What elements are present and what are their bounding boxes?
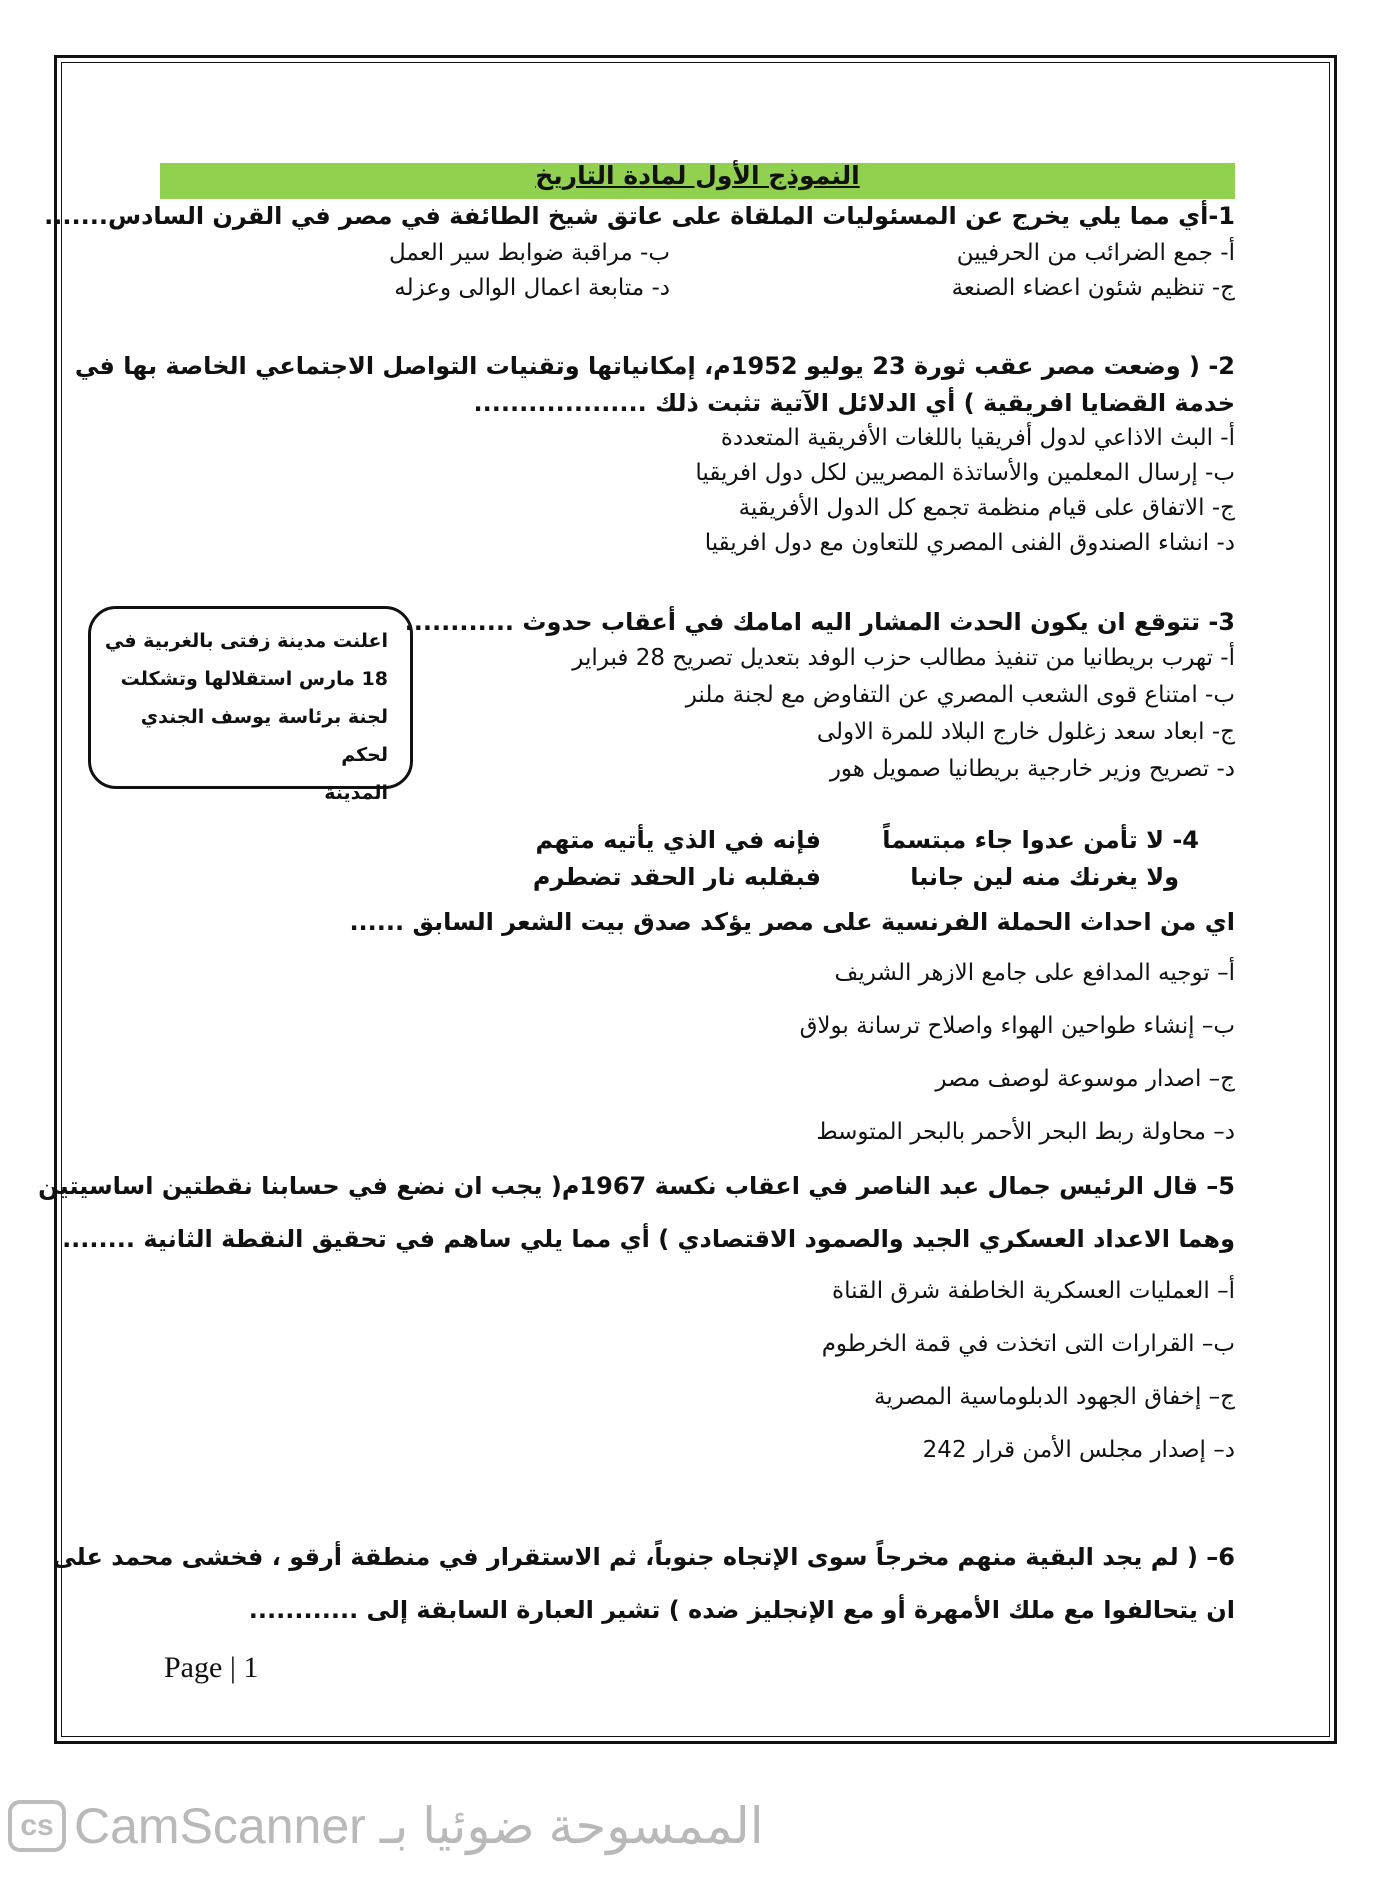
q5-option-d: د– إصدار مجلس الأمن قرار 242 <box>922 1437 1235 1463</box>
q1-option-a: أ- جمع الضرائب من الحرفيين <box>956 240 1235 266</box>
q4-option-c: ج– اصدار موسوعة لوصف مصر <box>935 1066 1235 1092</box>
q1-option-b: ب- مراقبة ضوابط سير العمل <box>388 240 670 266</box>
q3-option-a: أ- تهرب بريطانيا من تنفيذ مطالب حزب الوفد بتعديل تصريح 28 فبراير <box>572 645 1235 671</box>
poem-line-1-second-half: فإنه في الذي يأتيه متهم <box>535 826 821 854</box>
camscanner-watermark <box>8 1796 764 1856</box>
question-6-text-line-1: 6– ( لم يجد البقية منهم مخرجاً سوى الإتجاه جنوباً، ثم الاستقرار في منطقة أرقو ، فخشى محمد على <box>52 1543 1235 1571</box>
q5-option-a: أ– العمليات العسكرية الخاطفة شرق القناة <box>832 1278 1235 1304</box>
q3-option-d: د- تصريح وزير خارجية بريطانيا صمويل هور <box>829 756 1235 782</box>
event-line-2: 18 مارس استقلالها وتشكلت <box>120 668 388 690</box>
page-number: Page | 1 <box>164 1651 259 1684</box>
question-2-text-line-2: خدمة القضايا افريقية ) أي الدلائل الآتية تثبت ذلك ................... <box>473 389 1235 417</box>
page-border-inner <box>61 62 1330 1737</box>
q2-option-a: أ- البث الاذاعي لدول أفريقيا باللغات الأفريقية المتعددة <box>720 425 1235 451</box>
page-title: النموذج الأول لمادة التاريخ <box>535 161 860 190</box>
watermark-text: الممسوحة ضوئيا بـ CamScanner <box>74 1798 764 1854</box>
question-3-event-text <box>100 622 388 812</box>
event-line-4: المدينة <box>324 782 388 804</box>
q5-option-b: ب– القرارات التى اتخذت في قمة الخرطوم <box>821 1331 1235 1357</box>
question-4-text: اي من احداث الحملة الفرنسية على مصر يؤكد صدق بيت الشعر السابق ...... <box>349 908 1235 936</box>
question-2-text-line-1: 2- ( وضعت مصر عقب ثورة 23 يوليو 1952م، إمكانياتها وتقنيات التواصل الاجتماعي الخاصة بها في <box>74 352 1235 380</box>
poem-line-2-second-half: فبقلبه نار الحقد تضطرم <box>532 863 821 891</box>
question-1-text: 1-أي مما يلي يخرج عن المسئوليات الملقاة على عاتق شيخ الطائفة في مصر في القرن السادس....... <box>44 202 1235 230</box>
q4-option-d: د– محاولة ربط البحر الأحمر بالبحر المتوسط <box>816 1119 1235 1145</box>
question-6-text-line-2: ان يتحالفوا مع ملك الأمهرة أو مع الإنجليز ضده ) تشير العبارة السابقة إلى ............ <box>248 1596 1235 1624</box>
q1-option-c: ج- تنظيم شئون اعضاء الصنعة <box>951 275 1235 301</box>
event-line-3: لجنة برئاسة يوسف الجندي لحكم <box>140 706 388 766</box>
q3-option-b: ب- امتناع قوى الشعب المصري عن التفاوض مع لجنة ملنر <box>685 682 1235 708</box>
poem-line-2-first-half: ولا يغرنك منه لين جانبا <box>910 863 1179 891</box>
q4-option-b: ب– إنشاء طواحين الهواء واصلاح ترسانة بولاق <box>799 1013 1235 1039</box>
question-5-text-line-1: 5– قال الرئيس جمال عبد الناصر في اعقاب نكسة 1967م( يجب ان نضع في حسابنا نقطتين اساسيتين <box>38 1172 1235 1200</box>
camscanner-logo-icon: cs <box>8 1800 66 1852</box>
question-3-text: 3- تتوقع ان يكون الحدث المشار اليه امامك في أعقاب حدوث ............ <box>404 608 1235 636</box>
q4-option-a: أ– توجيه المدافع على جامع الازهر الشريف <box>834 960 1235 986</box>
q3-option-c: ج- ابعاد سعد زغلول خارج البلاد للمرة الاولى <box>816 719 1235 745</box>
question-5-text-line-2: وهما الاعداد العسكري الجيد والصمود الاقتصادي ) أي مما يلي ساهم في تحقيق النقطة الثانية ........ <box>62 1225 1235 1253</box>
q1-option-d: د- متابعة اعمال الوالى وعزله <box>394 275 670 301</box>
q2-option-d: د- انشاء الصندوق الفنى المصري للتعاون مع دول افريقيا <box>704 530 1235 556</box>
q5-option-c: ج– إخفاق الجهود الدبلوماسية المصرية <box>874 1384 1235 1410</box>
event-line-1: اعلنت مدينة زفتى بالغربية في <box>104 630 388 652</box>
poem-line-1-first-half: 4- لا تأمن عدوا جاء مبتسماً <box>882 826 1199 854</box>
q2-option-b: ب- إرسال المعلمين والأساتذة المصريين لكل دول افريقيا <box>695 460 1235 486</box>
q2-option-c: ج- الاتفاق على قيام منظمة تجمع كل الدول الأفريقية <box>738 495 1235 521</box>
